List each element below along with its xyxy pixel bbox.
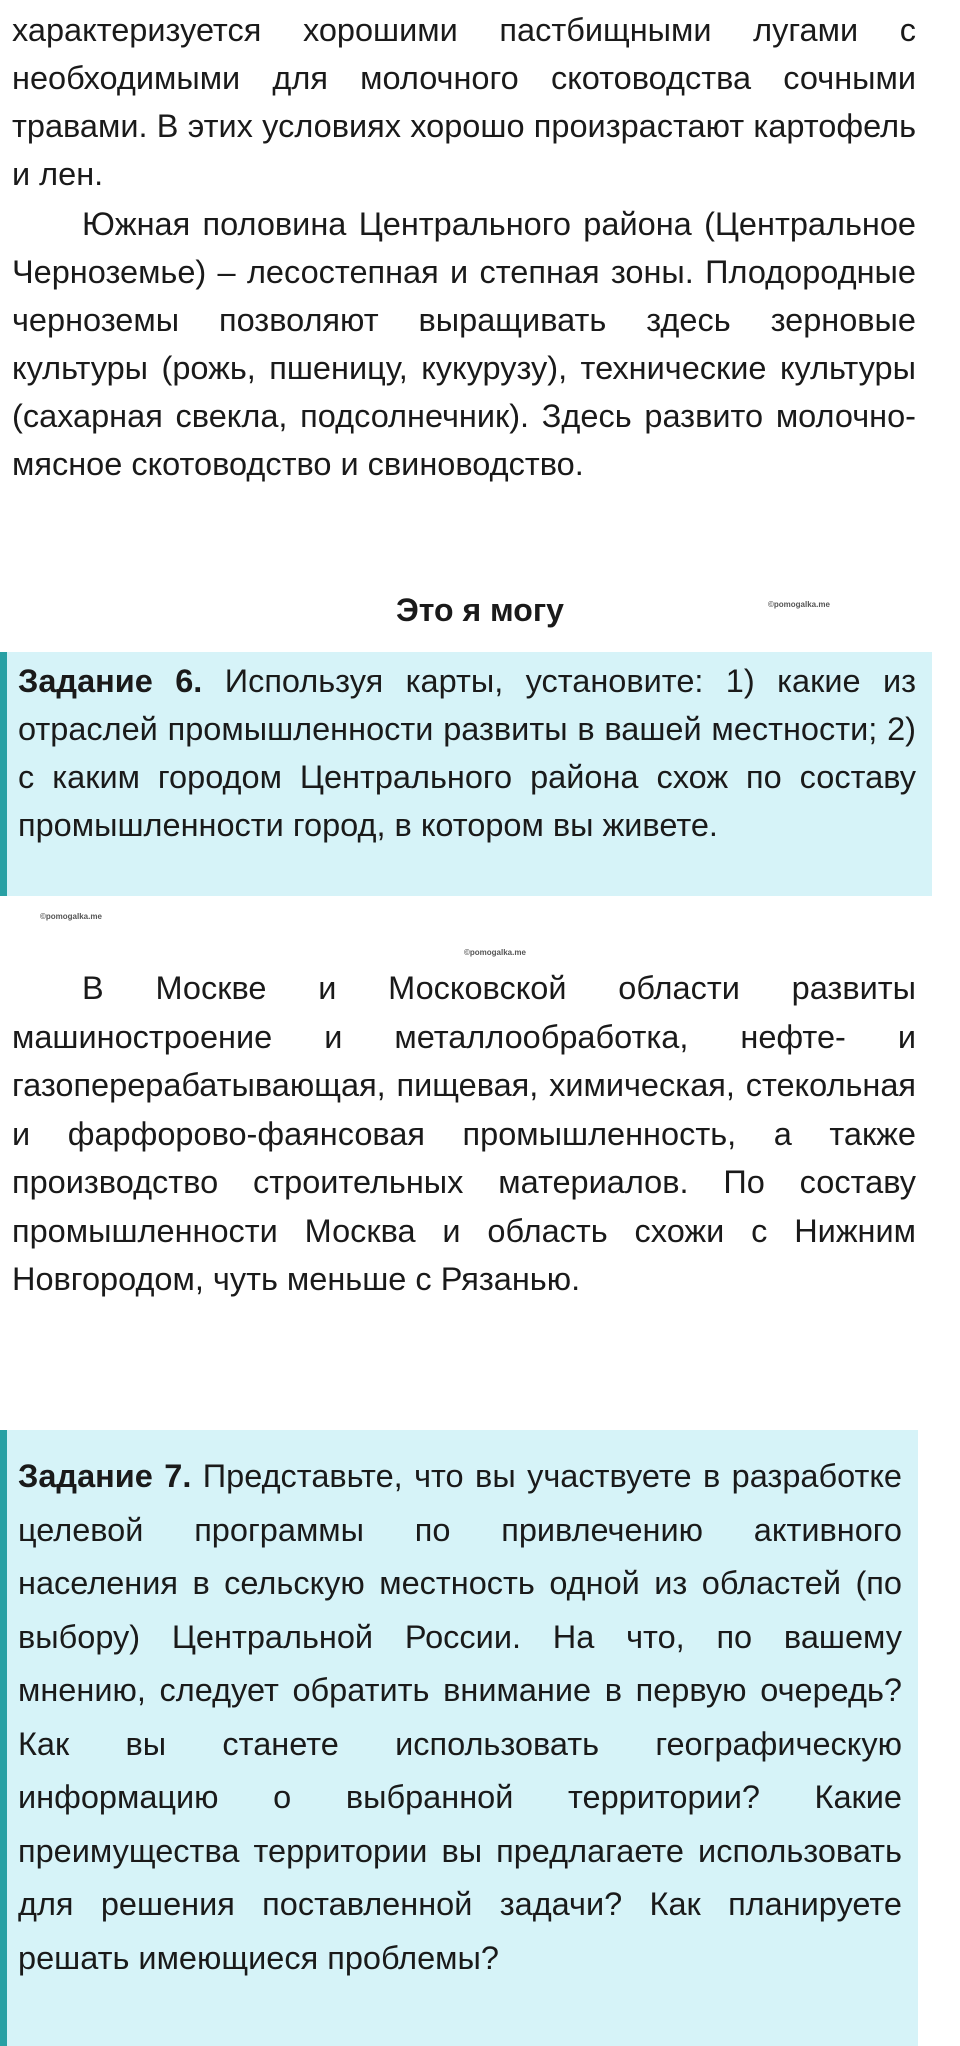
task-7-text — [7, 1430, 918, 1985]
watermark: ©pomogalka.me — [768, 600, 830, 609]
task-6-box — [0, 652, 932, 896]
south-region-paragraph: Южная половина Центрального района (Центральное Черноземье) – лесостепная и степная зоны. Плодородные черноземы позволяют выращивать здесь зерновые культуры (рожь, пшеницу, кукурузу), технические культуры (сахарная свекла, подсолнечник). Здесь развито молочно-мясное скотоводство и свиноводство. — [12, 206, 916, 482]
task-6-text — [7, 652, 932, 849]
task-7-body: Представьте, что вы участвуете в разработке целевой программы по привлечению активного населения в сельскую местность одной из областей (по выбору) Центральной России. На что, по вашему мнению, следует обратить внимание в первую очередь? Как вы станете использовать географическую информацию о выбранной территории? Какие преимущества территории вы предлагаете использовать для решения поставленной задачи? Как планируете решать имеющиеся проблемы? — [18, 1458, 902, 1976]
section-title: Это я могу — [396, 592, 564, 628]
watermark: ©pomogalka.me — [464, 948, 526, 957]
task-6-body: Используя карты, установите: 1) какие из отраслей промышленности развиты в вашей местности; 2) с каким городом Центрального района схож по составу промышленности город, в котором вы живете. — [18, 663, 916, 843]
watermark: ©pomogalka.me — [40, 912, 102, 921]
task-7-label: Задание 7. — [18, 1458, 192, 1494]
task-6-label: Задание 6. — [18, 663, 203, 699]
task-6-answer-paragraph: В Москве и Московской области развиты машиностроение и металлообработка, нефте- и газоперерабатывающая, пищевая, химическая, стекольная и фарфорово-фаянсовая промышленность, а также производство строительных материалов. По составу промышленности Москва и область схожи с Нижним Новгородом, чуть меньше с Рязанью. — [12, 970, 916, 1297]
task-7-box — [0, 1430, 918, 2046]
intro-paragraph: характеризуется хорошими пастбищными лугами с необходимыми для молочного скотоводства сочными травами. В этих условиях хорошо произрастают картофель и лен. — [12, 12, 916, 192]
